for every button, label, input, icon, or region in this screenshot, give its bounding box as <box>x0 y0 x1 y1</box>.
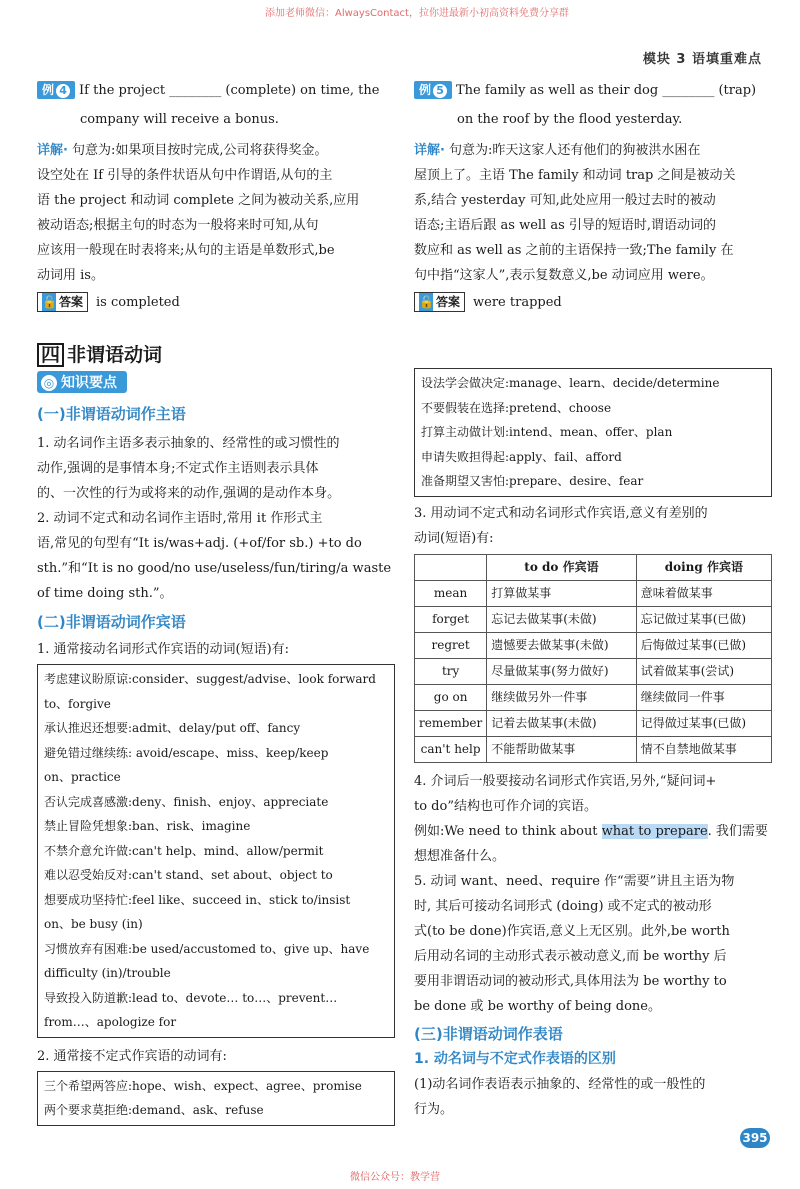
lock-icon: 🔓 <box>42 295 57 309</box>
paragraph-line: (1)动名词作表语表示抽象的、经常性的或一般性的 <box>414 1076 706 1092</box>
box-line: 不要假装在选择:pretend、choose <box>421 400 612 415</box>
paragraph-line: sth.”和“It is no good/no use/useless/fun/tiring/a waste <box>37 561 392 576</box>
explanation-line: 句意为:昨天这家人还有他们的狗被洪水困在 <box>448 143 701 158</box>
left-column <box>37 402 395 1126</box>
answer-text: were trapped <box>473 295 562 310</box>
paragraph-line: 2. 动词不定式和动名词作主语时,常用 it 作形式主 <box>37 511 323 526</box>
explanation-line: 屋顶上了。主语 The family 和动词 trap 之间是被动关 <box>414 168 736 183</box>
paragraph-line: 2. 通常接不定式作宾语的动词有: <box>37 1048 227 1064</box>
page-number: 395 <box>740 1128 770 1148</box>
table-row: go on 继续做另外一件事 继续做同一件事 <box>415 684 772 710</box>
box-line: 准备期望又害怕:prepare、desire、fear <box>421 474 644 488</box>
paragraph-line: 5. 动词 want、need、require 作“需要”讲且主语为物 <box>414 873 735 889</box>
bottom-watermark: 微信公众号：教学营 <box>350 1172 440 1183</box>
example-tag: 例 5 <box>414 81 452 99</box>
example-tag: 例 4 <box>37 81 75 99</box>
box-line: 禁止冒险凭想象:ban、risk、imagine <box>44 819 251 833</box>
explanation-label: 详解· <box>414 143 445 158</box>
top-watermark: 添加老师微信：AlwaysContact，拉你进最新小初高资料免费分享群 <box>265 8 569 19</box>
explanation-line: 系,结合 yesterday 可知,此处应用一般过去时的被动 <box>414 193 716 208</box>
paragraph-line: 动词(短语)有: <box>414 530 494 546</box>
table-row: forget 忘记去做某事(未做) 忘记做过某事(已做) <box>415 606 772 632</box>
box-line: 设法学会做决定:manage、learn、decide/determine <box>421 376 720 390</box>
knowledge-points-badge: ◎ 知识要点 <box>37 371 127 393</box>
explanation-line: 动词用 is。 <box>37 268 104 283</box>
explanation-line: 数应和 as well as 之前的主语保持一致;The family 在 <box>414 243 734 258</box>
paragraph-line: 动作,强调的是事情本身;不定式作主语则表示具体 <box>37 461 319 476</box>
section-title: 非谓语动词 <box>67 344 163 366</box>
subheading: (三)非谓语动词作表语 <box>414 1024 563 1043</box>
example-4 <box>37 78 395 315</box>
subheading: (一)非谓语动词作主语 <box>37 405 186 423</box>
explanation-line: 应该用一般现在时表将来;从句的主语是单数形式,be <box>37 243 335 258</box>
box-line: 申请失败担得起:apply、fail、afford <box>421 449 622 464</box>
explanation-line: 句中指“这家人”,表示复数意义,be 动词应用 were。 <box>414 268 714 283</box>
question-line: company will receive a bonus. <box>80 112 279 127</box>
paragraph-line: 后用动名词的主动形式表示被动意义,而 be worthy 后 <box>414 948 727 964</box>
box-line: on、be busy (in) <box>44 917 143 931</box>
paragraph-line: of time doing sth.”。 <box>37 586 173 601</box>
box-line: on、practice <box>44 770 121 784</box>
box-line: from…、apologize for <box>44 1015 177 1029</box>
paragraph-line: 4. 介词后一般要接动名词形式作宾语,另外,“疑问词+ <box>414 773 717 789</box>
paragraph-line: 1. 通常接动名词形式作宾语的动词(短语)有: <box>37 642 290 657</box>
paragraph-line: 3. 用动词不定式和动名词形式作宾语,意义有差别的 <box>414 505 708 521</box>
paragraph-line: 语,常见的句型有“It is/was+adj. (+of/for sb.) +to do <box>37 536 362 551</box>
paragraph-line: 行为。 <box>414 1101 454 1117</box>
target-icon: ◎ <box>41 375 57 391</box>
box-line: 不禁介意允许做:can't help、mind、allow/permit <box>44 843 324 858</box>
box-line: to、forgive <box>44 696 111 711</box>
table-row: try 尽量做某事(努力做好) 试着做某事(尝试) <box>415 658 772 684</box>
subheading: 1. 动名词与不定式作表语的区别 <box>414 1050 616 1067</box>
box-line: 想要成功坚持忙:feel like、succeed in、stick to/insist <box>44 892 351 907</box>
subheading: (二)非谓语动词作宾语 <box>37 613 186 631</box>
example-5 <box>414 78 772 315</box>
paragraph-line: 1. 动名词作主语多表示抽象的、经常性的或习惯性的 <box>37 436 340 451</box>
box-line: 两个要求莫拒绝:demand、ask、refuse <box>44 1103 264 1117</box>
paragraph-line: 想想准备什么。 <box>414 848 506 864</box>
answer-label: 🔓 答案 <box>37 292 88 312</box>
comparison-table <box>414 554 772 763</box>
box-line: 打算主动做计划:intend、mean、offer、plan <box>421 425 673 439</box>
paragraph-line: to do”结构也可作介词的宾语。 <box>414 798 597 814</box>
box-line: 导致投入防道歉:lead to、devote… to…、prevent… <box>44 990 338 1005</box>
paragraph-line: 要用非谓语动词的被动形式,具体用法为 be worthy to <box>414 973 727 989</box>
explanation-label: 详解· <box>37 143 68 158</box>
infinitive-verbs-box <box>37 1071 395 1126</box>
right-column <box>414 368 772 1122</box>
table-row: can't help 不能帮助做某事 情不自禁地做某事 <box>415 736 772 762</box>
question-line: The family as well as their dog ________ (trap) <box>456 83 757 98</box>
section-heading <box>37 340 162 367</box>
highlighted-text: what to prepare <box>601 823 708 839</box>
question-line: If the project ________ (complete) on time, the <box>79 83 380 98</box>
answer-text: is completed <box>96 295 180 310</box>
box-line: 难以忍受始反对:can't stand、set about、object to <box>44 868 333 882</box>
gerund-verbs-box <box>37 664 395 1038</box>
example-sentence: 例如:We need to think about what to prepare. 我们需要 <box>414 823 768 839</box>
table-header-row: to do 作宾语 doing 作宾语 <box>415 554 772 580</box>
explanation-line: 语 the project 和动词 complete 之间为被动关系,应用 <box>37 193 360 208</box>
box-line: difficulty (in)/trouble <box>44 966 171 980</box>
explanation-line: 句意为:如果项目按时完成,公司将获得奖金。 <box>71 143 328 158</box>
answer-label: 🔓 答案 <box>414 292 465 312</box>
box-line: 考虑建议盼原谅:consider、suggest/advise、look forward <box>44 672 376 686</box>
module-title: 模块 3 语填重难点 <box>642 52 762 67</box>
table-row: regret 遗憾要去做某事(未做) 后悔做过某事(已做) <box>415 632 772 658</box>
paragraph-line: be done 或 be worthy of being done。 <box>414 998 662 1014</box>
box-line: 承认推迟还想要:admit、delay/put off、fancy <box>44 721 301 735</box>
explanation-line: 语态;主语后跟 as well as 引导的短语时,谓语动词的 <box>414 218 717 233</box>
paragraph-line: 式(to be done)作宾语,意义上无区别。此外,be worth <box>414 923 730 939</box>
box-line: 避免错过继续练: avoid/escape、miss、keep/keep <box>44 745 329 760</box>
explanation-line: 设空处在 If 引导的条件状语从句中作谓语,从句的主 <box>37 168 333 183</box>
paragraph-line: 时, 其后可接动名词形式 (doing) 或不定式的被动形 <box>414 898 712 914</box>
paragraph-line: 的、一次性的行为或将来的动作,强调的是动作本身。 <box>37 486 341 501</box>
question-line: on the roof by the flood yesterday. <box>457 112 683 127</box>
lock-icon: 🔓 <box>419 295 434 309</box>
box-line: 习惯放弃有困难:be used/accustomed to、give up、have <box>44 941 370 956</box>
table-row: remember 记着去做某事(未做) 记得做过某事(已做) <box>415 710 772 736</box>
box-line: 三个希望两答应:hope、wish、expect、agree、promise <box>44 1078 362 1093</box>
box-line: 否认完成喜感激:deny、finish、enjoy、appreciate <box>44 794 329 809</box>
infinitive-verbs-box-continued <box>414 368 772 497</box>
explanation-line: 被动语态;根据主句的时态为一般将来时可知,从句 <box>37 218 319 233</box>
table-row: mean 打算做某事 意味着做某事 <box>415 580 772 606</box>
section-number: 四 <box>37 343 64 367</box>
